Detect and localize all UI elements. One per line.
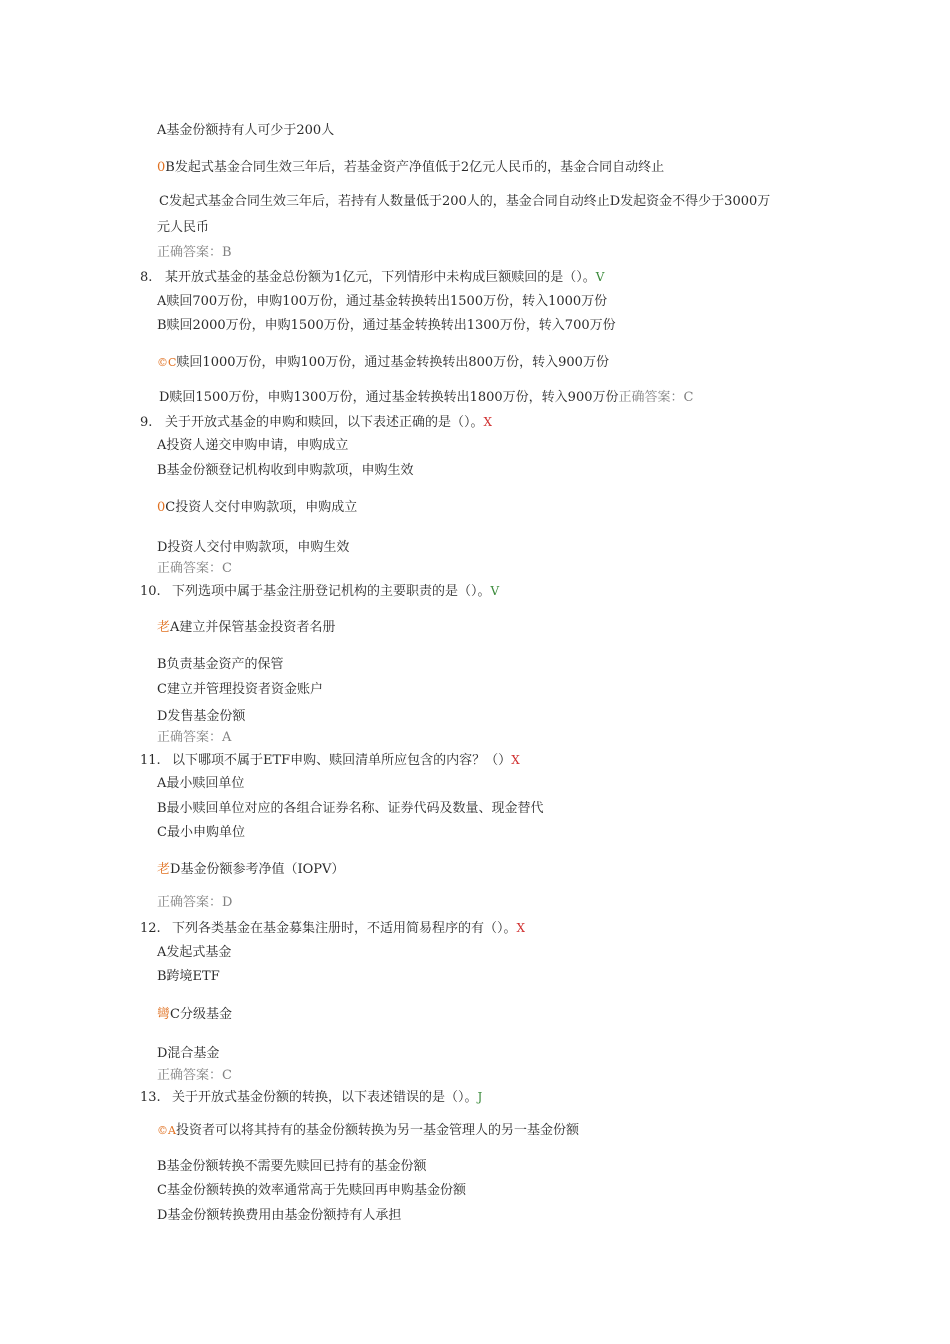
q12-option-b: B跨境ETF [157,969,220,984]
q12-number: 12. [140,921,161,936]
q11-option-c: C最小申购单位 [157,825,245,840]
q12-option-c-text: C分级基金 [170,1007,232,1022]
q10-number: 10. [140,584,161,599]
q9-option-c [157,500,357,516]
q13-option-b: B基金份额转换不需要先赎回已持有的基金份额 [157,1159,427,1174]
q9-result-mark: X [483,415,493,429]
q11-option-b: B最小赎回单位对应的各组合证券名称、证券代码及数量、现金替代 [157,801,544,816]
q12-result-mark: X [516,921,526,935]
q13-stem [140,1089,482,1106]
q10-option-a-mark: 老 [157,620,171,635]
q9-stem [140,414,492,431]
q13-number: 13. [140,1090,161,1105]
q8-option-a: A赎回700万份，申购100万份，通过基金转换转出1500万份，转入1000万份 [157,294,608,309]
q7-option-a: A基金份额持有人可少于200人 [157,123,335,138]
q12-answer: 正确答案：C [157,1068,232,1083]
q11-option-d-mark: 老 [157,862,171,877]
q12-option-a: A发起式基金 [157,945,232,960]
q10-option-b: B负责基金资产的保管 [157,657,284,672]
q12-stem [140,920,525,937]
q8-option-c-text: 赎回1000万份，申购100万份，通过基金转换转出800万份，转入900万份 [176,355,609,370]
q10-option-d: D发售基金份额 [157,709,246,724]
q8-result-mark: V [595,270,605,284]
q10-answer: 正确答案：A [157,730,232,745]
q13-option-a [157,1123,579,1139]
q10-option-c: C建立并管理投资者资金账户 [157,682,323,697]
q11-number: 11. [140,753,161,768]
q8-option-c [157,355,609,371]
q13-option-d: D基金份额转换费用由基金份额持有人承担 [157,1208,402,1223]
q11-option-d-text: D基金份额参考净值（IOPV） [170,862,345,877]
q13-text: 关于开放式基金份额的转换，以下表述错误的是（）。 [172,1090,478,1105]
q7-answer: 正确答案：B [157,245,232,260]
q7-option-c-continued: 元人民币 [157,220,210,235]
q10-option-a [157,620,335,636]
q11-result-mark: X [511,753,520,767]
q12-text: 下列各类基金在基金募集注册时，不适用简易程序的有（）。 [172,921,517,936]
q9-option-b: B基金份额登记机构收到申购款项，申购生效 [157,463,414,478]
q13-option-c: C基金份额转换的效率通常高于先赎回再申购基金份额 [157,1183,466,1198]
q8-option-d-text: D赎回1500万份，申购1300万份，通过基金转换转出1800万份，转入900万份 [159,390,619,405]
q7-option-b [157,160,664,176]
q9-option-c-text: C投资人交付申购款项，申购成立 [165,500,358,515]
q7-option-c: C发起式基金合同生效三年后，若持有人数量低于200人的，基金合同自动终止D发起资金不得少于3000万 [159,194,771,209]
q9-option-d: D投资人交付申购款项，申购生效 [157,540,350,555]
q8-stem [140,269,604,286]
q10-result-mark: V [490,584,500,598]
q13-result-mark: J [477,1090,483,1104]
q13-option-a-text: 投资者可以将其持有的基金份额转换为另一基金管理人的另一基金份额 [175,1123,579,1138]
q8-number: 8. [140,270,153,285]
q11-answer: 正确答案：D [157,895,233,910]
q7-option-b-mark: 0 [157,160,166,175]
q9-option-c-mark: 0 [157,500,166,515]
q10-stem [140,583,499,600]
q8-option-b: B赎回2000万份，申购1500万份，通过基金转换转出1300万份，转入700万份 [157,318,616,333]
q9-number: 9. [140,415,153,430]
q12-option-c [157,1007,232,1023]
q8-option-c-mark: ©C [157,356,177,369]
q13-option-a-mark: ©A [157,1124,176,1137]
q8-option-d [159,390,693,406]
q11-stem [140,752,520,769]
q8-text: 某开放式基金的基金总份额为1亿元，下列情形中未构成巨额赎回的是（）。 [165,270,596,285]
q10-option-a-text: A建立并保管基金投资者名册 [170,620,336,635]
q10-text: 下列选项中属于基金注册登记机构的主要职责的是（）。 [172,584,491,599]
q12-option-c-mark: 彎 [157,1007,171,1022]
q11-text: 以下哪项不属于ETF申购、赎回清单所应包含的内容？（） [172,753,512,768]
q11-option-a: A最小赎回单位 [157,776,245,791]
q11-option-d [157,862,344,878]
q9-option-a: A投资人递交申购申请，申购成立 [157,438,349,453]
q8-answer: 正确答案：C [618,390,694,405]
q7-option-b-text: B发起式基金合同生效三年后，若基金资产净值低于2亿元人民币的，基金合同自动终止 [165,160,665,175]
q9-answer: 正确答案：C [157,561,232,576]
q9-text: 关于开放式基金的申购和赎回，以下表述正确的是（）。 [165,415,484,430]
q12-option-d: D混合基金 [157,1046,220,1061]
